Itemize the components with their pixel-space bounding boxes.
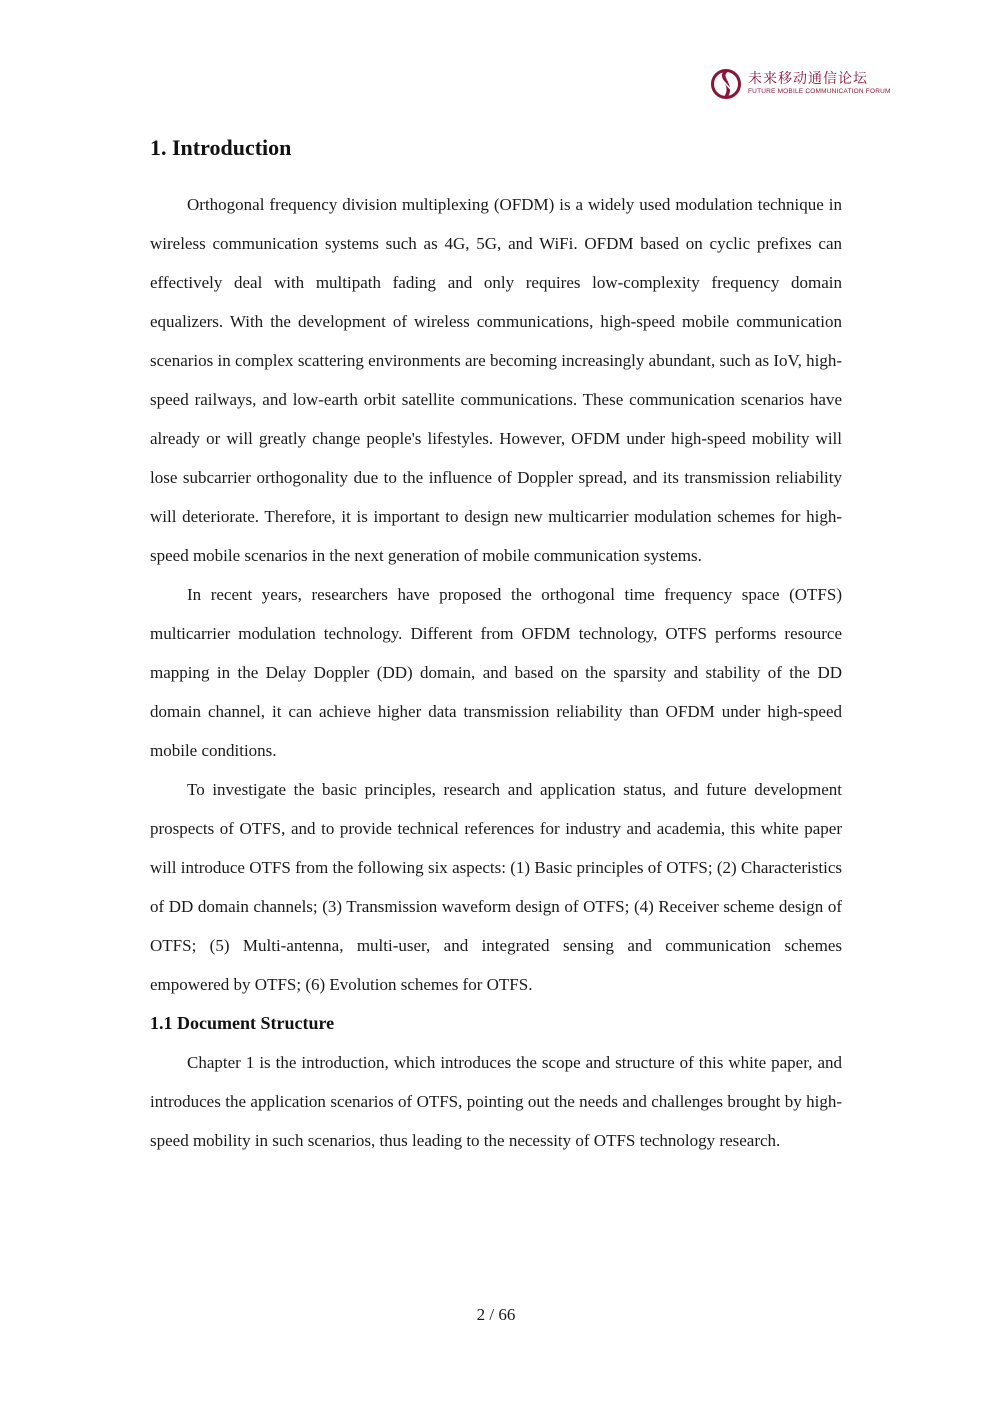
forum-emblem-icon: [710, 68, 742, 100]
section-title: 1. Introduction: [150, 135, 292, 160]
intro-paragraph-1: Orthogonal frequency division multiplexing (OFDM) is a widely used modulation technique in wireless communication systems such as 4G, 5G, and WiFi. OFDM based on cyclic prefixes can effectively deal with multipath fading and only requires low-complexity frequency domain equalizers. With the development of wireless communications, high-speed mobile communication scenarios in complex scattering environments are becoming increasingly abundant, such as IoV, high-speed railways, and low-earth orbit satellite communications. These communication scenarios have already or will greatly change people's lifestyles. However, OFDM under high-speed mobility will lose subcarrier orthogonality due to the influence of Doppler spread, and its transmission reliability will deteriorate. Therefore, it is important to design new multicarrier modulation schemes for high-speed mobile scenarios in the next generation of mobile communication systems.: [150, 195, 842, 565]
subsection-title: 1.1 Document Structure: [150, 1013, 335, 1033]
page-number: 2 / 66: [476, 1305, 516, 1324]
intro-paragraph-2: In recent years, researchers have proposed the orthogonal time frequency space (OTFS) multicarrier modulation technology. Different from OFDM technology, OTFS performs resource mapping in the Delay Doppler (DD) domain, and based on the sparsity and stability of the DD domain channel, it can achieve higher data transmission reliability than OFDM under high-speed mobile conditions.: [150, 585, 842, 760]
forum-logo: [710, 66, 891, 102]
document-body: [150, 128, 842, 1160]
structure-paragraph-1: Chapter 1 is the introduction, which introduces the scope and structure of this white paper, and introduces the application scenarios of OTFS, pointing out the needs and challenges brought by high-speed mobility in such scenarios, thus leading to the necessity of OTFS technology research.: [150, 1053, 842, 1150]
logo-english-text: FUTURE MOBILE COMMUNICATION FORUM: [748, 88, 891, 95]
intro-paragraph-3: To investigate the basic principles, research and application status, and future development prospects of OTFS, and to provide technical references for industry and academia, this white paper will introduce OTFS from the following six aspects: (1) Basic principles of OTFS; (2) Characteristics of DD domain channels; (3) Transmission waveform design of OTFS; (4) Receiver scheme design of OTFS; (5) Multi-antenna, multi-user, and integrated sensing and communication schemes empowered by OTFS; (6) Evolution schemes for OTFS.: [150, 780, 842, 994]
logo-chinese-text: 未来移动通信论坛: [748, 71, 868, 87]
